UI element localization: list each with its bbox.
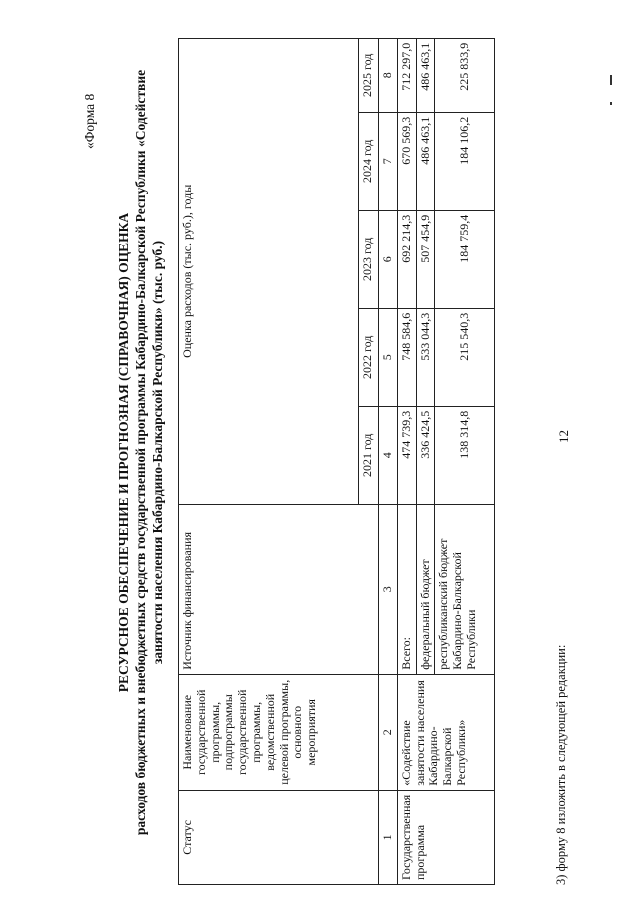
column-number: 2 [379,674,398,790]
value-cell: 507 454,9 [416,210,435,308]
column-number: 8 [379,38,398,112]
title-line-3: занятости населения Кабардино-Балкарской Республики» (тыс. руб.) [150,240,165,665]
value-cell: 474 739,3 [397,406,416,504]
year-header: 2022 год [359,308,379,406]
edge-mark [610,102,612,105]
column-number: 1 [379,790,398,884]
value-cell: 184 106,2 [435,112,495,210]
column-number: 7 [379,112,398,210]
year-header: 2023 год [359,210,379,308]
column-number: 3 [379,504,398,674]
header-status: Статус [179,790,379,884]
value-cell: 138 314,8 [435,406,495,504]
header-estimate: Оценка расходов (тыс. руб.), годы [179,38,359,504]
value-cell: 533 044,3 [416,308,435,406]
column-number: 6 [379,210,398,308]
value-cell: 336 424,5 [416,406,435,504]
year-header: 2024 год [359,112,379,210]
header-name: Наименование государственной программы, подпрограммы государственной программы, ведомственной целевой программы, основного мероприятия [179,674,379,790]
column-number: 5 [379,308,398,406]
page-number: 12 [556,430,571,443]
header-source: Источник финансирования [179,504,379,674]
value-cell: 225 833,9 [435,38,495,112]
edge-mark [610,75,612,85]
year-header: 2025 год [359,38,379,112]
title-line-1: РЕСУРСНОЕ ОБЕСПЕЧЕНИЕ И ПРОГНОЗНАЯ (СПРАВОЧНАЯ) ОЦЕНКА [116,212,131,693]
source-cell: республиканский бюджет Кабардино-Балкарской Республики [435,504,495,674]
table-row [397,38,416,884]
intro-text: 3) форму 8 изложить в следующей редакции: [554,644,568,885]
year-header: 2021 год [359,406,379,504]
value-cell: 184 759,4 [435,210,495,308]
status-cell: Государственная программа [397,790,495,884]
value-cell: 712 297,0 [397,38,416,112]
form-label: «Форма 8 [82,93,97,149]
title-line-2: расходов бюджетных и внебюджетных средств государственной программы Кабардино-Балкарской Республики «Содействие [133,69,148,836]
program-name-cell: «Содействие занятости населения Кабардино-Балкарской Республики» [397,674,495,790]
source-cell: федеральный бюджет [416,504,435,674]
source-cell: Всего: [397,504,416,674]
value-cell: 215 540,3 [435,308,495,406]
value-cell: 692 214,3 [397,210,416,308]
value-cell: 486 463,1 [416,112,435,210]
column-number: 4 [379,406,398,504]
value-cell: 486 463,1 [416,38,435,112]
value-cell: 748 584,6 [397,308,416,406]
value-cell: 670 569,3 [397,112,416,210]
resource-table [178,38,495,885]
